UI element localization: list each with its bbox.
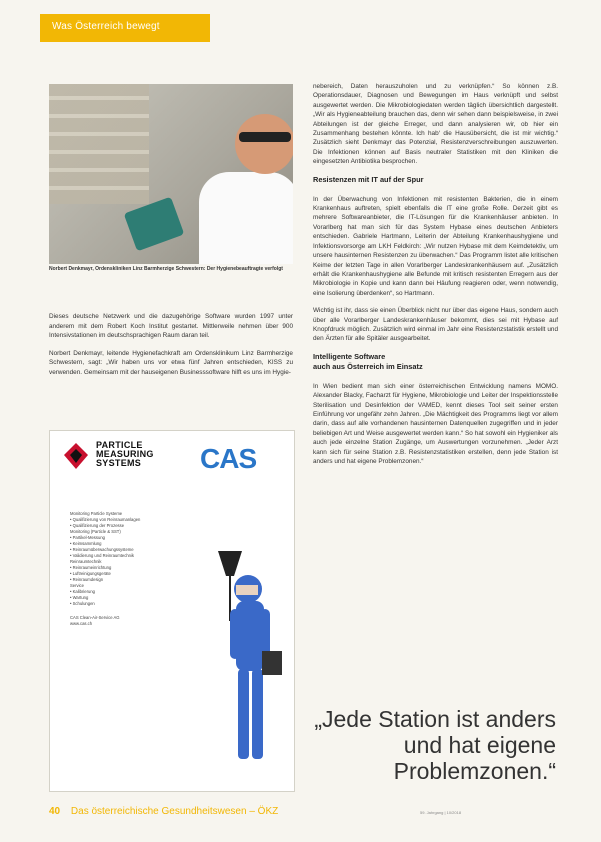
subheading [313,352,558,372]
footer-title: Das österreichische Gesundheitswesen – ÖKZ [70,806,279,817]
paragraph: nebereich, Daten herauszuholen und zu verknüpfen.“ So können z.B. Operationsdauer, Diagnosen und Bewegungen im Haus verknüpft und selbst ausgewertet werden. Die Mikrobiologiedaten werden täglich übersichtlich dargestellt. „Wir als Hygieneabteilung brauchen das, denn wir sehen dann beispielsweise, in zwei Abteilungen ist der gleiche Erreger, und dann analysieren wir, ob hier ein Zusammenhang bestehen könnte. Ich hab‘ die Hausübersicht, die ist mir wichtig.“ Zusätzlich sieht Denkmayr das Potenzial, Resistenzverschreibungen auszuwerten. Die Infektionen können auf Basis neutraler Statistiken mit den Kliniken die eingesetzten Antibiotika besprochen. [313,83,558,166]
advertisement [49,430,295,792]
photo [49,84,293,264]
paragraph: Dieses deutsche Netzwerk und die dazugehörige Software wurden 1997 unter anderem mit dem Robert Koch Institut gestartet. Mittlerweile nehmen über 900 Intensivstationen im deutschsprachigen Raum daran teil. [49,313,293,339]
paragraph: Norbert Denkmayr, leitende Hygienefachkraft am Ordensklinikum Linz Barmherzige Schwestern, sagt: „Wir haben uns vor etwa fünf Jahren entschieden, KISS zu verwenden. Gemeinsam mit der hauseigenen Businesssoftware hilft es uns im Hygie- [49,349,293,376]
footer [49,806,278,817]
photo-caption: Norbert Denkmayr, Ordenskliniken Linz Barmherzige Schwestern: Der Hygienebeauftragte verfolgt [49,266,283,272]
left-column [49,312,293,385]
pms-logo-text: PARTICLE MEASURING SYSTEMS [96,440,154,468]
paragraph: In der Überwachung von Infektionen mit resistenten Bakterien, die in einem Krankenhaus auftreten, spielt ebenfalls die IT eine große Rolle. Derzeit gibt es mehrere Softwareanbieter, die IT-Lösungen für die Krankenhäuser anbieten. In Vorarlberg hat man sich für das System Hybase eines deutschen Anbieters entschieden. Gabriele Hartmann, Leiterin der Abteilung Krankenhaushygiene und Infektionsvorsorge am LKH Feldkirch: „Wir nutzen Hybase mit dem Keimdetektiv, um unsere hausinternen Resistenzen zu überwachen.“ Das Programm listet alle kritischen Keime der letzten Tage in allen Vorarlberger Landeskrankenhäusern auf. „Zusätzlich erhält die Krankenhaushygiene alle Befunde mit kritisch resistenten Erregern aus der Mikrobiologie in Kopie und kann dann bei Häufung reagieren oder, wenn notwendig, eine Isolierung überdenken“, so Hartmann. [313,195,558,297]
pms-logo-icon [64,443,88,469]
page-number: 40 [49,806,61,817]
pull-quote: „Jede Station ist anders und hat eigene Problemzonen.“ [314,706,556,784]
paragraph: Wichtig ist ihr, dass sie einen Überblick nicht nur über das eigene Haus, sondern auch über alle Vorarlberger Landeskrankenhäuser bekommt, dies sei mit Hybase auf Knopfdruck möglich. Zusätzlich wird einmal im Jahr eine Resistenzstatistik erstellt und den Ärzten für alle Spitäler ausgearbeitet. [313,307,558,343]
paragraph: In Wien bedient man sich einer österreichischen Entwicklung namens MOMO. Alexander Blacky, Facharzt für Hygiene, Mikrobiologie und Leiter der Inspektionsstelle Sterilisation und Desinfektion der VAMED, kennt dieses Tool seit seiner ersten Einführung vor ungefähr zehn Jahren. „Die Mächtigkeit des Programms liegt vor allem darin, dass auf alle vorhandenen hausinternen Datenquellen zugegriffen und in jeder beliebigen Art und Weise ausgewertet werden kann.“ So hat sowohl ein Hygieniker als auch jede einzelne Station Zugänge, um Auswertungen vorzunehmen. „Jeder Arzt kann sich für seine Station z.B. Resistenzstatistiken erstellen, denn jede Station ist anders und hat eigene Problemzonen.“ [313,382,558,465]
ad-text: Monitoring Particle Systeme • Qualifizierung von Reinraumanlagen • Qualifizierung der Prozesse Monitoring (Particle & SST) • Partikel-Messung • Keimsammlung • Reinraumüberwachungssysteme • Validierung und Reinraumtechnik Reinraumtechnik • Reinraumeinrichtung • Luftreinigungsgeräte • Reinraumdesign Service • Kalibrierung • Wartung • Schulungen CAS Clean-Air-Service AG www.cas.ch [70,511,141,626]
cas-logo: CAS [200,443,257,474]
section-tab-label: Was Österreich bewegt [52,21,160,32]
subheading-line: auch aus Österreich im Einsatz [313,361,423,371]
subheading-line: Intelligente Software [313,351,386,361]
cleanroom-worker-figure [200,541,290,781]
right-column [313,82,558,474]
subheading: Resistenzen mit IT auf der Spur [313,174,424,184]
footer-issue: 59. Jahrgang | 10/2018 [420,810,462,815]
section-tab [40,14,210,42]
